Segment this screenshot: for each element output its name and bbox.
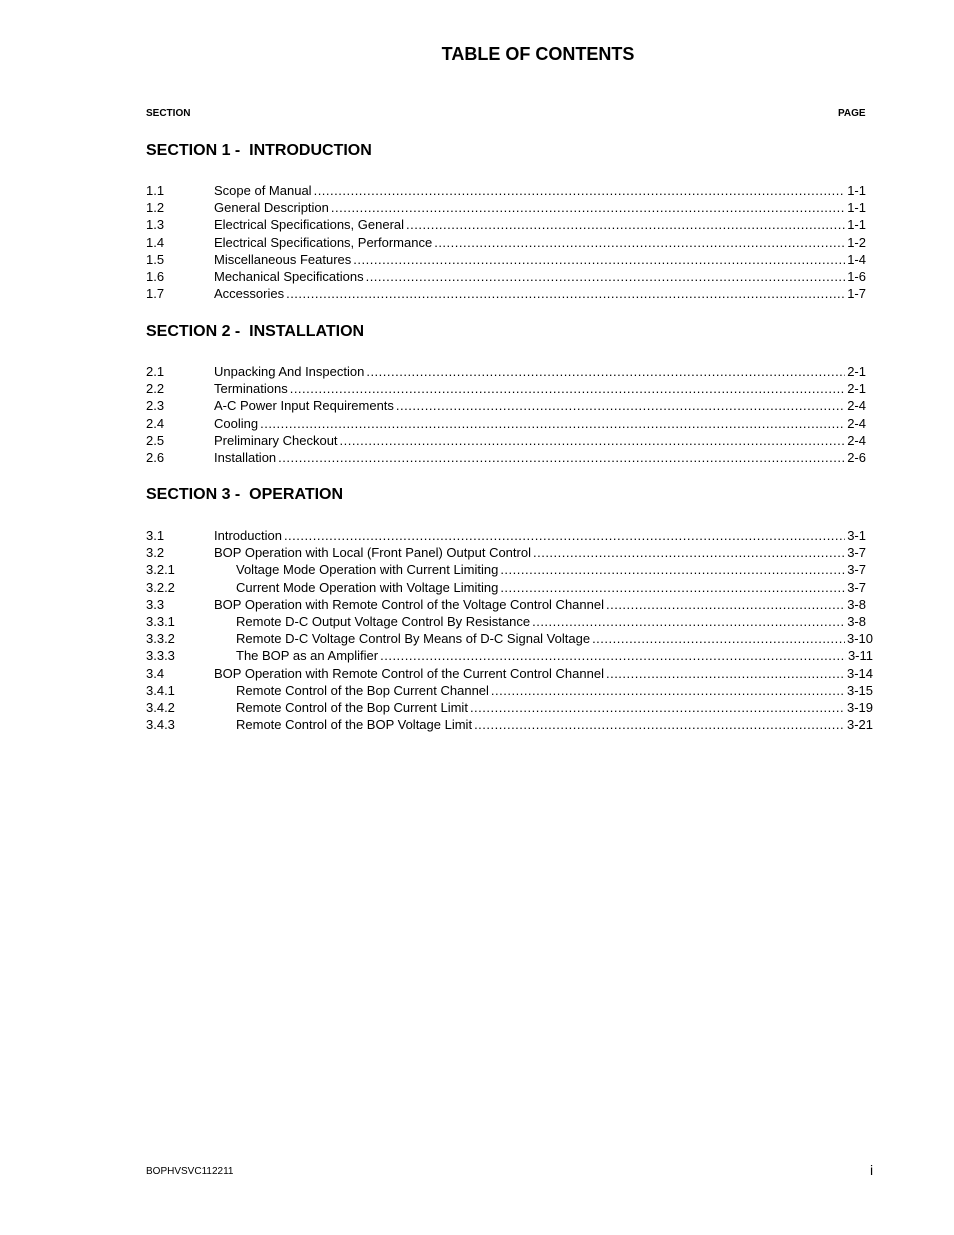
dot-leader [606,596,845,613]
toc-entry-title: Accessories [214,286,285,302]
toc-entry-page: 2-4 [847,432,866,448]
toc-entry-title: Scope of Manual [214,183,312,198]
toc-entry-number: 2.2 [146,381,165,397]
toc-entry[interactable] [146,561,866,578]
toc-entry-number: 3.4.1 [146,682,175,698]
toc-entry-title: BOP Operation with Remote Control of the Current Control Channel [214,665,604,681]
toc-entry[interactable] [146,251,866,268]
section-heading: SECTION 1 - INTRODUCTION [146,142,372,159]
toc-entry[interactable] [146,216,866,233]
toc-entry-number: 1.3 [146,217,165,233]
toc-entry-page: 1-1 [847,217,866,233]
section-heading: SECTION 3 - OPERATION [146,486,344,503]
toc-entry-page: 1-4 [847,251,866,267]
toc-entry-title: Voltage Mode Operation with Current Limiting [236,562,499,578]
toc-entry-title: Remote Control of the BOP Voltage Limit [236,717,473,733]
toc-entry-number: 3.4.3 [146,717,175,733]
dot-leader [470,699,845,716]
section-column-header: SECTION [146,108,191,119]
page-number: i [870,1162,874,1178]
toc-entry-title: Unpacking And Inspection [214,364,365,379]
toc-entry-number: 3.2.1 [146,562,175,578]
toc-entry-title: Remote D-C Output Voltage Control By Resistance [236,614,531,629]
dot-leader [284,527,845,544]
toc-entry-title: Mechanical Specifications [214,269,364,284]
toc-entry[interactable] [146,647,873,664]
toc-entry-page: 3-7 [847,579,866,595]
toc-entry-page: 3-1 [847,528,866,543]
dot-leader [353,251,845,268]
toc-entry-title: Terminations [214,381,288,397]
dot-leader [406,216,845,233]
toc-entry-title: Electrical Specifications, General [214,217,405,233]
dot-leader [592,630,845,647]
toc-entry[interactable] [146,285,866,302]
toc-entry[interactable] [146,380,866,397]
toc-entry-number: 3.2.2 [146,579,175,595]
toc-entry[interactable] [146,544,866,561]
toc-entry-number: 1.4 [146,234,165,250]
toc-entry-title: Introduction [214,528,282,543]
toc-entry[interactable] [146,613,866,630]
toc-entry[interactable] [146,268,866,285]
toc-entry-number: 3.3 [146,596,165,612]
dot-leader [366,268,846,285]
toc-entry[interactable] [146,596,866,613]
toc-entry-title: General Description [214,200,329,216]
toc-entry-number: 3.1 [146,528,165,543]
toc-entry-page: 2-1 [847,381,866,397]
toc-entry-page: 3-7 [847,562,866,578]
toc-entry-page: 3-21 [846,717,873,733]
toc-entry-page: 1-2 [847,234,866,250]
toc-entry-page: 1-1 [847,200,866,216]
toc-entry[interactable] [146,449,866,466]
toc-entry-page: 2-1 [847,364,866,379]
toc-entry-page: 2-4 [847,415,866,431]
toc-entry[interactable] [146,199,866,216]
toc-entry-number: 3.3.2 [146,631,175,647]
toc-entry-title: Remote Control of the Bop Current Channel [236,682,489,698]
toc-entry-number: 3.4 [146,665,165,681]
dot-leader [340,432,846,449]
dot-leader [396,397,845,414]
toc-entry-page: 3-19 [846,700,873,715]
toc-entry-number: 3.3.1 [146,614,175,629]
toc-entry-number: 2.5 [146,432,165,448]
toc-entry[interactable] [146,630,873,647]
toc-entry-title: Remote D-C Voltage Control By Means of D-C Signal Voltage [236,631,591,647]
toc-entry-page: 3-15 [846,682,873,698]
toc-entry-number: 3.3.3 [146,648,175,664]
dot-leader [474,716,845,733]
toc-entry-title: The BOP as an Amplifier [236,648,379,664]
dot-leader [331,199,845,216]
dot-leader [500,561,845,578]
toc-entry-page: 3-11 [847,648,873,664]
toc-entry-page: 3-7 [847,545,866,561]
toc-entry-page: 3-8 [847,614,866,629]
toc-entry-number: 2.1 [146,364,165,379]
document-id: BOPHVSVC112211 [146,1166,234,1177]
toc-entry-number: 1.6 [146,269,165,284]
toc-entry-page: 3-14 [846,665,873,681]
toc-entry-title: BOP Operation with Remote Control of the Voltage Control Channel [214,596,604,612]
toc-entry[interactable] [146,716,873,733]
toc-entry-title: BOP Operation with Local (Front Panel) Output Control [214,545,531,561]
page-column-header: PAGE [838,108,866,119]
toc-entry-number: 3.2 [146,545,165,561]
toc-entry[interactable] [146,415,866,432]
toc-entry-title: Miscellaneous Features [214,251,352,267]
toc-entry[interactable] [146,363,866,380]
toc-entry-number: 3.4.2 [146,700,175,715]
toc-entry[interactable] [146,234,866,251]
toc-entry[interactable] [146,682,873,699]
dot-leader [532,613,845,630]
toc-entry[interactable] [146,397,866,414]
dot-leader [434,234,845,251]
toc-entry[interactable] [146,579,866,596]
dot-leader [366,363,845,380]
toc-entry-title: A-C Power Input Requirements [214,398,394,414]
dot-leader [491,682,845,699]
toc-entry-page: 1-1 [847,183,866,198]
page-title: TABLE OF CONTENTS [441,44,635,64]
toc-entry-page: 3-10 [846,631,873,647]
dot-leader [380,647,846,664]
dot-leader [260,415,845,432]
toc-entry-number: 1.2 [146,200,165,216]
section-heading: SECTION 2 - INSTALLATION [146,323,365,340]
dot-leader [286,285,845,302]
toc-entry-title: Current Mode Operation with Voltage Limiting [236,579,499,595]
toc-entry[interactable] [146,182,866,199]
toc-entry-page: 2-6 [847,450,866,465]
toc-entry-page: 1-6 [847,269,866,284]
toc-entry-title: Installation [214,450,277,465]
toc-entry-number: 2.3 [146,398,165,414]
toc-entry-number: 1.5 [146,251,165,267]
toc-entry[interactable] [146,699,873,716]
toc-entry[interactable] [146,665,873,682]
toc-entry-number: 1.1 [146,183,165,198]
toc-entry-number: 1.7 [146,286,165,302]
toc-entry-title: Preliminary Checkout [214,432,338,448]
dot-leader [314,182,846,199]
toc-entry-title: Cooling [214,415,259,431]
toc-entry[interactable] [146,432,866,449]
toc-entry-title: Remote Control of the Bop Current Limit [236,700,468,715]
dot-leader [290,380,846,397]
toc-entry-page: 3-8 [847,596,866,612]
dot-leader [606,665,845,682]
dot-leader [500,579,845,596]
dot-leader [533,544,845,561]
dot-leader [278,449,845,466]
toc-entry-number: 2.4 [146,415,165,431]
toc-entry-number: 2.6 [146,450,165,465]
toc-entry[interactable] [146,527,866,544]
toc-entry-title: Electrical Specifications, Performance [214,234,433,250]
toc-entry-page: 2-4 [847,398,866,414]
toc-entry-page: 1-7 [847,286,866,302]
